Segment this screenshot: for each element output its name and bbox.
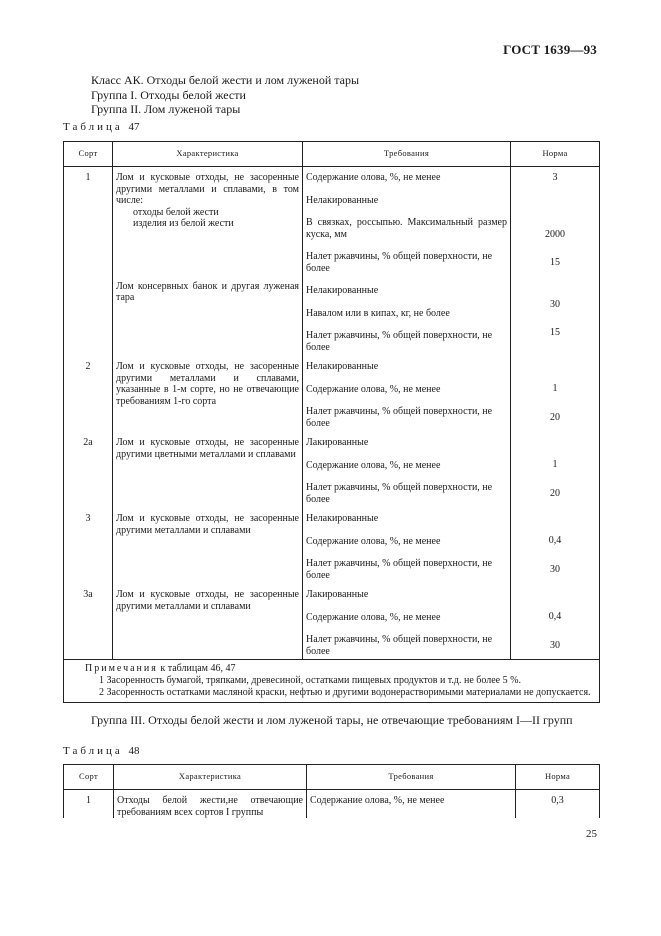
table-note-row [64, 660, 600, 703]
norm-cell [511, 589, 600, 660]
table-48 [63, 764, 600, 818]
spacer [514, 395, 596, 412]
col-norm: Норма [516, 765, 600, 790]
req-text: В связках, россыпью. Максимальный размер куска, мм [306, 217, 507, 240]
col-norm: Норма [511, 142, 600, 167]
spacer [306, 297, 507, 308]
req-text: Нелакированные [306, 513, 379, 524]
heading-group-1: Группа I. Отходы белой жести [91, 87, 246, 102]
spacer [306, 547, 507, 558]
spacer [306, 525, 507, 536]
spacer [514, 269, 596, 299]
sort-cell: 3 [64, 513, 113, 589]
spacer [306, 206, 507, 217]
norm-cell [511, 167, 600, 362]
norm-value: 30 [550, 563, 560, 575]
req-text: Содержание олова, %, не менее [306, 459, 441, 471]
req-text: Нелакированные [306, 285, 379, 296]
req-text: Налет ржавчины, % общей поверхности, не более [306, 558, 493, 581]
req-text: Налет ржавчины, % общей поверхности, не более [306, 330, 493, 353]
table-header-row [64, 765, 600, 790]
requirements-cell [303, 437, 511, 513]
req-text: Лакированные [306, 589, 369, 600]
standard-number: ГОСТ 1639—93 [503, 42, 597, 57]
norm-value: 2000 [545, 228, 565, 240]
norm-value: 30 [550, 298, 560, 310]
spacer [306, 623, 507, 634]
requirements-cell: Содержание олова, %, не менее [307, 790, 516, 819]
norm-value: 20 [550, 411, 560, 423]
norm-cell [511, 361, 600, 437]
page-number: 25 [586, 828, 597, 840]
spacer [514, 589, 596, 611]
req-text: Содержание олова, %, не менее [306, 383, 441, 395]
spacer [514, 437, 596, 459]
col-requirements: Требования [307, 765, 516, 790]
norm-value: 0,4 [548, 611, 562, 622]
spacer [306, 429, 507, 437]
char-text: Лом консервных банок и другая луженая тара [116, 280, 299, 303]
sort-cell: 1 [64, 167, 113, 362]
table-row [64, 513, 600, 589]
req-text: Навалом или в кипах, кг, не более [306, 307, 450, 319]
note-item: 2 Засоренность остатками масляной краски, нефтью и другими водонерастворимыми материалами не допускается. [99, 687, 591, 698]
heading-group-2: Группа II. Лом луженой тары [91, 102, 241, 116]
spacer [514, 240, 596, 257]
req-text: Содержание олова, %, не менее [306, 535, 441, 547]
spacer [306, 505, 507, 513]
requirements-cell [303, 513, 511, 589]
spacer [514, 513, 596, 535]
spacer [514, 361, 596, 383]
norm-value: 3 [552, 172, 558, 183]
spacer [514, 184, 596, 229]
table-47-caption [63, 121, 140, 133]
table-row [64, 361, 600, 437]
norm-value: 15 [550, 327, 560, 338]
spacer [514, 547, 596, 564]
spacer [514, 623, 596, 640]
req-text: Содержание олова, %, не менее [306, 172, 441, 183]
char-text: изделия из белой жести [133, 218, 234, 229]
requirements-cell [303, 589, 511, 660]
table-caption-number: 48 [128, 745, 140, 757]
characteristic-cell: Лом и кусковые отходы, не засоренные другими металлами и сплавами, указанные в 1-м сорте, но не отвечающие требованиям 1-го сорта [113, 361, 303, 437]
req-text: Нелакированные [306, 194, 379, 206]
sort-cell: 2 [64, 361, 113, 437]
spacer [306, 581, 507, 589]
group-3-heading: Группа III. Отходы белой жести и лом луженой тары, не отвечающие требованиям I—II групп [91, 713, 573, 727]
req-text: Налет ржавчины, % общей поверхности, не более [306, 251, 493, 274]
table-caption-word: Таблица [63, 745, 123, 757]
req-text: Лакированные [306, 437, 369, 448]
spacer [514, 471, 596, 488]
spacer [306, 449, 507, 460]
col-characteristic: Характеристика [113, 142, 303, 167]
col-sort: Сорт [64, 142, 113, 167]
req-text: Налет ржавчины, % общей поверхности, не более [306, 406, 493, 429]
char-text: Лом и кусковые отходы, не засоренные другими металлами и сплавами, в том числе: [116, 172, 299, 206]
note-heading [68, 663, 595, 675]
characteristic-cell: Лом и кусковые отходы, не засоренные другими металлами и сплавами [113, 589, 303, 660]
req-text: Нелакированные [306, 361, 379, 372]
note-item: 1 Засоренность бумагой, тряпками, древесиной, остатками пищевых продуктов и т.д. не более 5 %. [99, 675, 521, 686]
table-caption-number: 47 [128, 121, 140, 133]
spacer [306, 353, 507, 361]
col-requirements: Требования [303, 142, 511, 167]
characteristic-cell [113, 167, 303, 362]
table-row [64, 167, 600, 362]
characteristic-cell: Лом и кусковые отходы, не засоренные другими цветными металлами и сплавами [113, 437, 303, 513]
spacer [306, 601, 507, 612]
spacer [306, 395, 507, 406]
req-text: Налет ржавчины, % общей поверхности, не более [306, 482, 493, 505]
characteristic-cell: Лом и кусковые отходы, не засоренные другими металлами и сплавами [113, 513, 303, 589]
spacer [306, 274, 507, 285]
spacer [306, 373, 507, 384]
norm-value: 20 [550, 487, 560, 499]
heading-class: Класс АК. Отходы белой жести и лом луженой тары [91, 73, 360, 87]
spacer [306, 471, 507, 482]
table-row [64, 589, 600, 660]
spacer [306, 184, 507, 195]
table-47 [63, 141, 600, 703]
spacer [116, 230, 299, 281]
req-text: Налет ржавчины, % общей поверхности, не более [306, 634, 493, 657]
table-row [64, 790, 600, 819]
norm-value: 0,4 [548, 535, 562, 546]
requirements-cell [303, 361, 511, 437]
sort-cell: 1 [64, 790, 114, 819]
spacer [514, 310, 596, 327]
section-headings [91, 73, 359, 117]
norm-value: 1 [552, 383, 558, 394]
table-note [64, 660, 600, 703]
table-caption-word: Таблица [63, 121, 123, 133]
norm-value: 30 [550, 639, 560, 651]
spacer [306, 319, 507, 330]
norm-cell [511, 437, 600, 513]
sort-cell: 3а [64, 589, 113, 660]
sort-cell: 2а [64, 437, 113, 513]
characteristic-cell: Отходы белой жести,не отвечающие требованиям всех сортов I группы [114, 790, 307, 819]
req-text: Содержание олова, %, не менее [306, 611, 441, 623]
spacer [306, 240, 507, 251]
col-characteristic: Характеристика [114, 765, 307, 790]
table-header-row [64, 142, 600, 167]
note-word: Примечания [85, 663, 158, 674]
table-48-caption [63, 745, 140, 757]
char-text: отходы белой жести [133, 206, 219, 218]
table-row [64, 437, 600, 513]
norm-cell [511, 513, 600, 589]
norm-value: 1 [552, 459, 558, 470]
requirements-cell [303, 167, 511, 362]
note-reference: к таблицам 46, 47 [160, 663, 236, 674]
col-sort: Сорт [64, 765, 114, 790]
norm-cell: 0,3 [516, 790, 600, 819]
norm-value: 15 [550, 257, 560, 268]
